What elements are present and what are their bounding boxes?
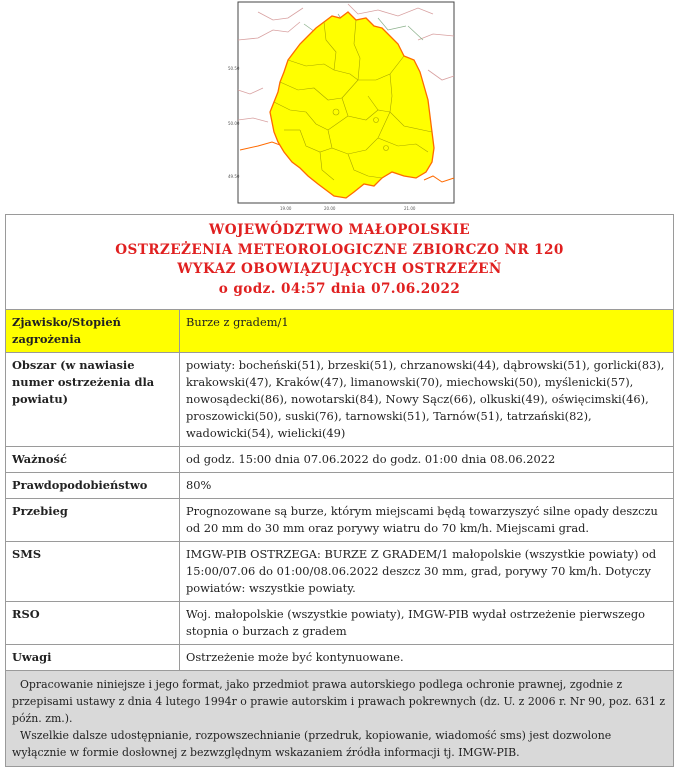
value-sms: IMGW-PIB OSTRZEGA: BURZE Z GRADEM/1 małopolskie (wszystkie powiaty) od 15:00/07.06 do 01:00/08.06.2022 deszcz 30 mm, grad, porywy 70 km/h. Dotyczy powiatów: wszystkie powiaty. — [180, 542, 674, 602]
map-x-tick: 19.00 — [280, 206, 292, 211]
label-zjawisko: Zjawisko/Stopień zagrożenia — [6, 310, 180, 353]
distribution-paragraph: Wszelkie dalsze udostępnianie, rozpowszechnianie (przedruk, kopiowanie, wiadomość sms) jest dozwolone wyłącznie w formie dosłownej z bezwzględnym wskazaniem źródła informacji tj. IMGW-PIB. — [12, 729, 612, 759]
label-przebieg: Przebieg — [6, 499, 180, 542]
label-sms: SMS — [6, 542, 180, 602]
issue-time: o godz. 04:57 dnia 07.06.2022 — [218, 280, 461, 297]
value-rso: Woj. małopolskie (wszystkie powiaty), IMGW-PIB wydał ostrzeżenie pierwszego stopnia o burzach z gradem — [180, 602, 674, 645]
value-prawdopodobienstwo: 80% — [180, 473, 674, 499]
row-prawdopodobienstwo — [6, 473, 674, 499]
warning-list-title: WYKAZ OBOWIĄZUJĄCYCH OSTRZEŻEŃ — [177, 261, 502, 277]
label-rso: RSO — [6, 602, 180, 645]
footer-row — [6, 671, 674, 767]
value-obszar: powiaty: bocheński(51), brzeski(51), chrzanowski(44), dąbrowski(51), gorlicki(83), krakowski(47), Kraków(47), limanowski(70), miechowski(50), myślenicki(57), nowosądecki(86), nowotarski(84), Nowy Sącz(66), olkuski(49), oświęcimski(46), proszowicki(50), suski(76), tarnowski(51), Tarnów(51), tatrzański(82), wadowicki(54), wielicki(49) — [180, 353, 674, 447]
map-y-tick: 49.50 — [228, 174, 240, 179]
map-x-tick: 21.00 — [404, 206, 416, 211]
row-obszar — [6, 353, 674, 447]
value-uwagi: Ostrzeżenie może być kontynuowane. — [180, 645, 674, 671]
warning-table — [5, 214, 674, 767]
row-uwagi — [6, 645, 674, 671]
map-svg — [228, 0, 456, 212]
voivodeship-title: WOJEWÓDZTWO MAŁOPOLSKIE — [209, 222, 470, 238]
voivodeship-map — [228, 0, 456, 212]
map-y-tick: 50.00 — [228, 121, 240, 126]
warning-header — [6, 215, 674, 310]
label-waznosc: Ważność — [6, 447, 180, 473]
copyright-paragraph: Opracowanie niniejsze i jego format, jako przedmiot prawa autorskiego podlega ochronie prawnej, zgodnie z przepisami ustawy z dnia 4 lutego 1994r o prawie autorskim i prawach pokrewnych (dz. U. z 2006 r. Nr 90, poz. 631 z późn. zm.). — [12, 678, 666, 725]
copyright-notice — [6, 671, 674, 767]
row-zjawisko — [6, 310, 674, 353]
label-obszar: Obszar (w nawiasie numer ostrzeżenia dla powiatu) — [6, 353, 180, 447]
warning-collective-title: OSTRZEŻENIA METEOROLOGICZNE ZBIORCZO NR 120 — [115, 241, 564, 258]
map-y-tick: 50.50 — [228, 66, 240, 71]
map-x-tick: 20.00 — [324, 206, 336, 211]
row-sms — [6, 542, 674, 602]
header-row — [6, 215, 674, 310]
row-waznosc — [6, 447, 674, 473]
value-zjawisko: Burze z gradem/1 — [180, 310, 674, 353]
label-prawdopodobienstwo: Prawdopodobieństwo — [6, 473, 180, 499]
value-waznosc: od godz. 15:00 dnia 07.06.2022 do godz. 01:00 dnia 08.06.2022 — [180, 447, 674, 473]
row-przebieg — [6, 499, 674, 542]
label-uwagi: Uwagi — [6, 645, 180, 671]
row-rso — [6, 602, 674, 645]
value-przebieg: Prognozowane są burze, którym miejscami będą towarzyszyć silne opady deszczu od 20 mm do 30 mm oraz porywy wiatru do 70 km/h. Miejscami grad. — [180, 499, 674, 542]
